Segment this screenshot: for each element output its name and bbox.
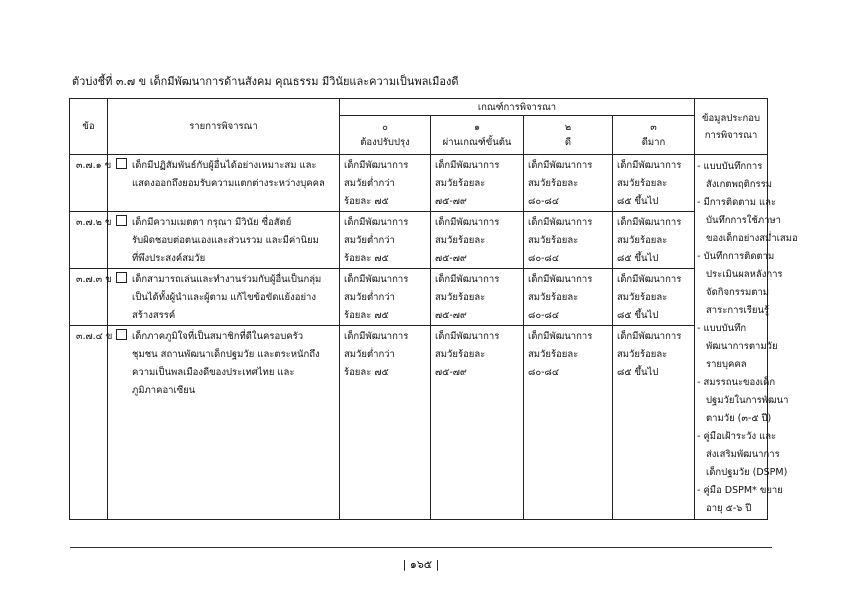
info-text: ปฐมวัยในการพัฒนา (706, 395, 789, 406)
level-text: เด็กมีพัฒนาการ (617, 274, 682, 285)
item-text: รับผิดชอบต่อตนเองและส่วนรวม และมีค่านิยม (132, 235, 319, 246)
level-cell (613, 155, 695, 212)
level-text: สมวัยร้อยละ (528, 349, 579, 360)
item-text-line (116, 289, 335, 307)
info-text: - สมรรถนะของเด็ก (697, 377, 776, 388)
info-text: - คู่มือเฝ้าระวัง และ (697, 431, 777, 442)
info-text: พัฒนาการตามวัย (706, 341, 778, 352)
table-row (70, 326, 768, 520)
level-text: ๘๕ ขึ้นไป (617, 310, 659, 321)
info-item (697, 482, 783, 518)
info-item (697, 194, 798, 248)
info-text: บันทึกการใช้ภาษา (706, 215, 782, 226)
table-row (70, 212, 768, 269)
level-text: ๘๐-๘๔ (528, 310, 560, 321)
level-text: ๗๕-๗๙ (435, 253, 467, 264)
level-text: สมวัยร้อยละ (617, 292, 668, 303)
level-cell (524, 326, 613, 520)
item-text: เด็กภาคภูมิใจที่เป็นสมาชิกที่ดีในครอบครัว (132, 331, 304, 342)
info-text: - คู่มือ DSPM* ขยาย (697, 485, 783, 496)
table-row (70, 155, 768, 212)
item-text-line (116, 175, 335, 193)
level-cell (431, 269, 524, 326)
level-label: ผ่านเกณฑ์ขั้นต้น (442, 137, 512, 148)
item-text-line (116, 382, 335, 400)
level-text: สมวัยร้อยละ (617, 178, 668, 189)
info-text: - แบบบันทึกการ (697, 161, 763, 172)
level-text: เด็กมีพัฒนาการ (528, 217, 593, 228)
level-number: ๓ (650, 122, 657, 133)
item-text: เป็นได้ทั้งผู้นำและผู้ตาม แก้ไขข้อขัดแย้งอย่าง (132, 292, 316, 303)
info-cell (695, 155, 798, 520)
header-info-label: ข้อมูลประกอบ การพิจารณา (701, 112, 760, 141)
level-text: เด็กมีพัฒนาการ (528, 160, 593, 171)
row-code: ๓.๗.๒ ข (70, 212, 108, 269)
level-text: เด็กมีพัฒนาการ (344, 160, 409, 171)
level-text: ๘๐-๘๔ (528, 253, 560, 264)
item-text: ที่พึงประสงค์สมวัย (132, 253, 206, 264)
level-cell (340, 155, 431, 212)
level-text: สมวัยร้อยละ (528, 178, 579, 189)
level-cell (340, 212, 431, 269)
level-text: ๗๕-๗๙ (435, 310, 467, 321)
level-number: ๒ (564, 122, 572, 133)
level-text: สมวัยร้อยละ (435, 349, 486, 360)
item-text: ภูมิภาคอาเซียน (132, 385, 196, 396)
info-text: - แบบบันทึก (697, 323, 747, 334)
level-text: สมวัยร้อยละ (528, 292, 579, 303)
level-text: เด็กมีพัฒนาการ (617, 217, 682, 228)
info-text: ตามวัย (๓-๕ ปี) (706, 413, 772, 424)
level-cell (340, 326, 431, 520)
level-text: สมวัยร้อยละ (435, 235, 486, 246)
item-text: สร้างสรรค์ (132, 310, 176, 321)
level-cell (613, 326, 695, 520)
level-text: ร้อยละ ๗๕ (344, 196, 389, 207)
level-cell (613, 269, 695, 326)
info-text: อายุ ๕-๖ ปี (706, 503, 752, 514)
level-text: สมวัยต่ำกว่า (344, 349, 395, 360)
info-text: เด็กปฐมวัย (DSPM) (706, 467, 788, 478)
level-text: สมวัยต่ำกว่า (344, 235, 395, 246)
item-text: ชุมชน สถานพัฒนาเด็กปฐมวัย และตระหนักถึง (132, 349, 320, 360)
checkbox[interactable] (116, 215, 127, 226)
level-text: ๗๕-๗๙ (435, 367, 467, 378)
info-text: รายบุคคล (706, 359, 747, 370)
info-item (697, 248, 783, 320)
level-number: ๐ (382, 122, 388, 133)
footer-divider (70, 547, 772, 548)
level-text: เด็กมีพัฒนาการ (528, 274, 593, 285)
level-text: เด็กมีพัฒนาการ (435, 160, 500, 171)
info-item (697, 428, 788, 482)
level-number: ๑ (473, 122, 481, 133)
level-text: เด็กมีพัฒนาการ (435, 274, 500, 285)
level-text: เด็กมีพัฒนาการ (435, 331, 500, 342)
level-text: เด็กมีพัฒนาการ (344, 217, 409, 228)
info-text: จัดกิจกรรมตาม (706, 287, 770, 298)
checkbox[interactable] (116, 272, 127, 283)
item-text: ความเป็นพลเมืองดีของประเทศไทย และ (132, 367, 295, 378)
item-text: เด็กสามารถเล่นและทำงานร่วมกับผู้อื่นเป็นกลุ่ม (132, 274, 322, 285)
level-label: ต้องปรับปรุง (360, 137, 410, 148)
header-level-1 (431, 116, 524, 155)
level-text: ๘๐-๘๔ (528, 196, 560, 207)
item-text: แสดงออกถึงยอมรับความแตกต่างระหว่างบุคคล (132, 178, 325, 189)
item-text-line (116, 214, 335, 232)
info-text: สังเกตพฤติกรรม (706, 179, 773, 190)
level-text: สมวัยต่ำกว่า (344, 292, 395, 303)
item-text-line (116, 271, 335, 289)
level-cell (613, 212, 695, 269)
level-text: ๘๕ ขึ้นไป (617, 367, 659, 378)
level-cell (524, 269, 613, 326)
item-text-line (116, 364, 335, 382)
table-row (70, 269, 768, 326)
header-info (695, 99, 768, 155)
info-text: ประเมินผลหลังการ (706, 269, 783, 280)
header-criteria: เกณฑ์การพิจารณา (340, 99, 695, 116)
level-text: เด็กมีพัฒนาการ (528, 331, 593, 342)
info-text: ส่งเสริมพัฒนาการ (706, 449, 780, 460)
page-number: | ๑๖๕ | (402, 558, 440, 571)
level-text: เด็กมีพัฒนาการ (344, 331, 409, 342)
row-code: ๓.๗.๓ ข (70, 269, 108, 326)
header-level-0 (340, 116, 431, 155)
level-cell (340, 269, 431, 326)
header-item: รายการพิจารณา (108, 99, 340, 155)
info-item (697, 158, 773, 194)
level-text: ๘๕ ขึ้นไป (617, 196, 659, 207)
row-code: ๓.๗.๑ ข (70, 155, 108, 212)
level-text: สมวัยร้อยละ (435, 292, 486, 303)
header-level-3 (613, 116, 695, 155)
level-text: ๘๐-๘๔ (528, 367, 560, 378)
item-text-line (116, 157, 335, 175)
item-text-line (116, 250, 335, 268)
level-text: สมวัยร้อยละ (435, 178, 486, 189)
level-text: เด็กมีพัฒนาการ (435, 217, 500, 228)
item-text-line (116, 232, 335, 250)
level-cell (431, 212, 524, 269)
indicator-title: ตัวบ่งชี้ที่ ๓.๗ ข เด็กมีพัฒนาการด้านสังคม คุณธรรม มีวินัยและความเป็นพลเมืองดี (72, 75, 459, 88)
item-text: เด็กมีปฏิสัมพันธ์กับผู้อื่นได้อย่างเหมาะสม และ (132, 160, 317, 171)
level-text: ร้อยละ ๗๕ (344, 310, 389, 321)
level-text: เด็กมีพัฒนาการ (617, 331, 682, 342)
item-text-line (116, 307, 335, 325)
item-text-line (116, 346, 335, 364)
level-text: เด็กมีพัฒนาการ (344, 274, 409, 285)
level-text: ๘๕ ขึ้นไป (617, 253, 659, 264)
info-item (697, 320, 778, 374)
row-item (108, 212, 340, 269)
info-text: - บันทึกการติดตาม (697, 251, 775, 262)
level-text: เด็กมีพัฒนาการ (617, 160, 682, 171)
header-level-2 (524, 116, 613, 155)
level-text: ร้อยละ ๗๕ (344, 253, 389, 264)
row-item (108, 269, 340, 326)
info-item (697, 374, 789, 428)
level-label: ดี (564, 137, 572, 148)
header-no: ข้อ (70, 99, 108, 155)
checkbox[interactable] (116, 158, 127, 169)
level-text: สมวัยต่ำกว่า (344, 178, 395, 189)
level-cell (431, 155, 524, 212)
level-text: ๗๕-๗๙ (435, 196, 467, 207)
info-text: สาระการเรียนรู้ (706, 305, 770, 316)
info-text: ของเด็กอย่างสม่ำเสมอ (706, 233, 798, 244)
item-text: เด็กมีความเมตตา กรุณา มีวินัย ซื่อสัตย์ (132, 217, 292, 228)
criteria-table (69, 98, 798, 520)
row-item (108, 326, 340, 520)
level-text: สมวัยร้อยละ (617, 349, 668, 360)
row-item (108, 155, 340, 212)
level-text: ร้อยละ ๗๕ (344, 367, 389, 378)
level-text: สมวัยร้อยละ (528, 235, 579, 246)
level-text: สมวัยร้อยละ (617, 235, 668, 246)
checkbox[interactable] (116, 329, 127, 340)
info-text: - มีการติดตาม และ (697, 197, 777, 208)
level-cell (431, 326, 524, 520)
item-text-line (116, 328, 335, 346)
level-cell (524, 155, 613, 212)
level-cell (524, 212, 613, 269)
level-label: ดีมาก (641, 137, 666, 148)
row-code: ๓.๗.๔ ข (70, 326, 108, 520)
